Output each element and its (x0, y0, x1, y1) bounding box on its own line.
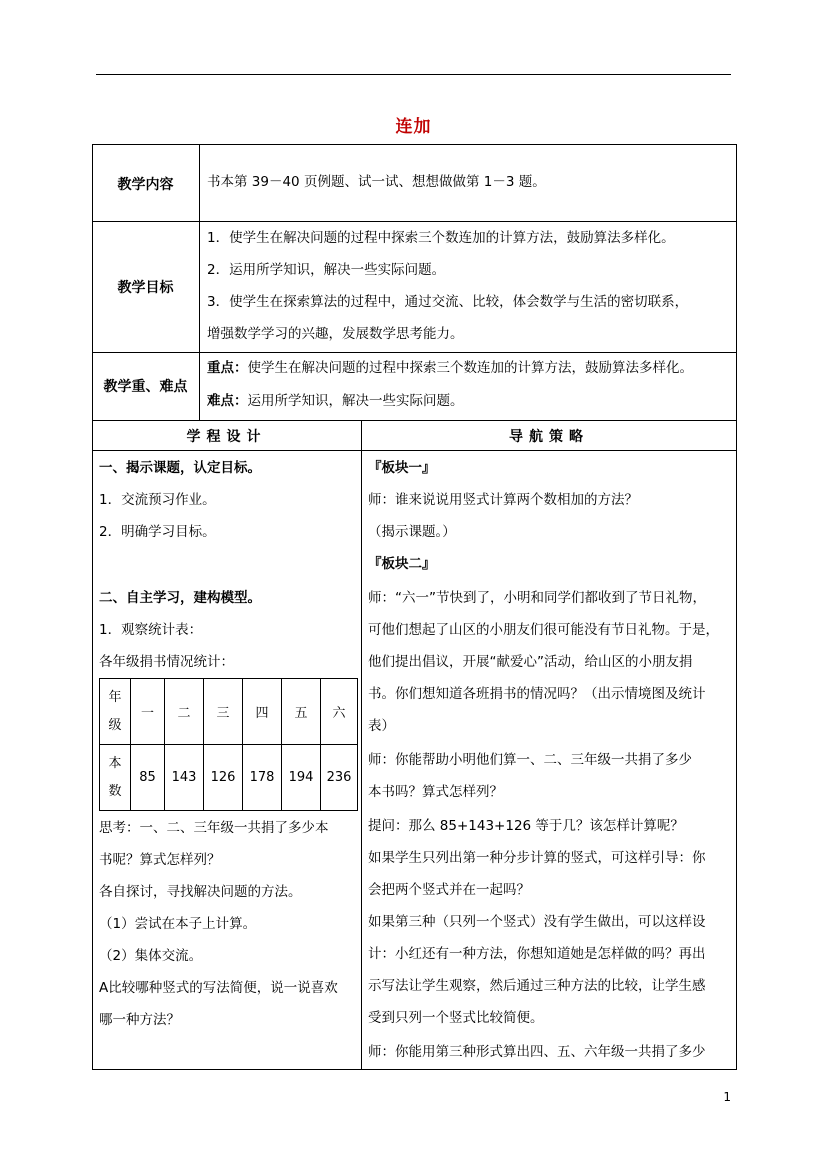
section-heading: 二、自主学习，建构模型。 (99, 590, 261, 606)
list-item: 2．明确学习目标。 (99, 524, 216, 540)
list-item: 1．观察统计表： (99, 622, 203, 638)
guide-line: 书。你们想知道各班捐书的情况吗？（出示情境图及统计 (368, 686, 706, 702)
value-cell: 236 (321, 745, 358, 811)
row-divider (92, 420, 737, 421)
hard-point (207, 385, 464, 417)
goal-line: 2．运用所学知识，解决一些实际问题。 (207, 262, 446, 278)
label-divider (199, 144, 200, 420)
guide-line: 提问：那么 85+143+126 等于几？该怎样计算呢？ (368, 818, 684, 834)
guide-line: 师：谁来说说用竖式计算两个数相加的方法？ (368, 492, 638, 508)
guide-line: 如果学生只列出第一种分步计算的竖式，可这样引导：你 (368, 850, 706, 866)
goal-line: 增强数学学习的兴趣，发展数学思考能力。 (207, 326, 464, 342)
grade-cell: 四 (243, 679, 282, 745)
left-column-header: 学程设计 (186, 429, 267, 445)
right-column-header: 导航策略 (509, 429, 589, 445)
content-label: 教学内容 (117, 177, 174, 193)
think-line: 思考：一、二、三年级一共捐了多少本 (99, 820, 329, 836)
table-cell-text: 数 (108, 783, 122, 799)
guide-line: 师：你能帮助小明他们算一、二、三年级一共捐了多少 (368, 752, 692, 768)
guide-line: 计：小红还有一种方法，你想知道她是怎样做的吗？再出 (368, 946, 706, 962)
table-caption: 各年级捐书情况统计： (99, 654, 234, 670)
guide-line: 师：你能用第三种形式算出四、五、六年级一共捐了多少 (368, 1044, 706, 1060)
key-point-label: 重点： (207, 360, 248, 376)
block-heading: 『板块一』 (368, 460, 436, 476)
header-rule (96, 74, 731, 75)
guide-line: 表） (368, 718, 395, 734)
key-point-text: 使学生在解决问题的过程中探索三个数连加的计算方法，鼓励算法多样化。 (247, 360, 693, 376)
value-cell: 85 (131, 745, 165, 811)
value-cell: 126 (204, 745, 243, 811)
guide-line: 示写法让学生观察，然后通过三种方法的比较，让学生感 (368, 978, 706, 994)
guide-line: 会把两个竖式并在一起吗？ (368, 882, 530, 898)
guide-line: 如果第三种（只列一个竖式）没有学生做出，可以这样设 (368, 914, 706, 930)
donation-table (99, 678, 358, 811)
goal-label: 教学目标 (117, 280, 174, 296)
key-label: 教学重、难点 (103, 379, 188, 395)
step-line: （2）集体交流。 (99, 948, 203, 964)
table-row-header (100, 745, 131, 811)
table-cell-text: 级 (108, 717, 122, 733)
guide-line: 他们提出倡议，开展“献爱心”活动，给山区的小朋友捐 (368, 654, 693, 670)
compare-line: A比较哪种竖式的写法简便，说一说喜欢 (99, 980, 338, 996)
compare-line: 哪一种方法？ (99, 1012, 180, 1028)
guide-line: （揭示课题。） (368, 524, 456, 540)
page-title: 连加 (395, 117, 432, 137)
page-number: 1 (723, 1090, 731, 1104)
value-cell: 194 (282, 745, 321, 811)
goal-line: 3．使学生在探索算法的过程中，通过交流、比较，体会数学与生活的密切联系， (207, 294, 689, 310)
goal-line: 1．使学生在解决问题的过程中探索三个数连加的计算方法，鼓励算法多样化。 (207, 230, 675, 246)
table-cell-text: 本 (108, 755, 122, 771)
table-row-header (100, 679, 131, 745)
grade-cell: 一 (131, 679, 165, 745)
grade-cell: 六 (321, 679, 358, 745)
think-line: 书呢？算式怎样列？ (99, 852, 221, 868)
column-divider (361, 420, 362, 1070)
guide-line: 师：“六一”节快到了，小明和同学们都收到了节日礼物， (368, 590, 706, 606)
table-cell-text: 年 (108, 689, 122, 705)
value-cell: 143 (165, 745, 204, 811)
grade-cell: 三 (204, 679, 243, 745)
grade-cell: 二 (165, 679, 204, 745)
block-heading: 『板块二』 (368, 556, 436, 572)
key-point (207, 352, 693, 384)
hard-point-label: 难点： (207, 393, 248, 409)
row-divider (92, 450, 737, 451)
step-line: （1）尝试在本子上计算。 (99, 916, 257, 932)
section-heading: 一、揭示课题，认定目标。 (99, 460, 261, 476)
hard-point-text: 运用所学知识，解决一些实际问题。 (247, 393, 464, 409)
explore-line: 各自探讨，寻找解决问题的方法。 (99, 884, 302, 900)
guide-line: 可他们想起了山区的小朋友们很可能没有节日礼物。于是， (368, 622, 719, 638)
guide-line: 受到只列一个竖式比较简便。 (368, 1010, 544, 1026)
value-cell: 178 (243, 745, 282, 811)
guide-line: 本书吗？算式怎样列？ (368, 784, 503, 800)
list-item: 1．交流预习作业。 (99, 492, 216, 508)
grade-cell: 五 (282, 679, 321, 745)
content-text: 书本第 39－40 页例题、试一试、想想做做第 1－3 题。 (207, 174, 546, 190)
